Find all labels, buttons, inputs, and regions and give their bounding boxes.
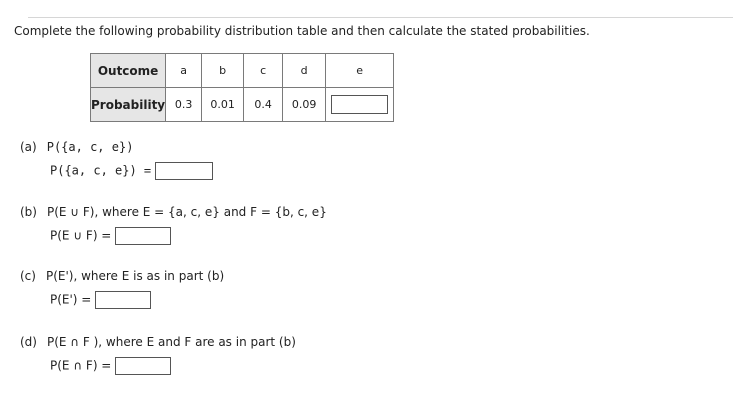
outcome-header: Outcome (91, 54, 166, 88)
part-a-question-text: P({a, c, e}) (46, 140, 134, 154)
outcome-b: b (202, 54, 244, 88)
probability-c: 0.4 (244, 88, 283, 122)
part-c-letter: (c) (20, 269, 36, 283)
outcome-d: d (283, 54, 326, 88)
part-c-question-text: P(E'), where E is as in part (b) (45, 269, 225, 283)
part-d-answer-input[interactable] (115, 357, 171, 375)
probability-e-cell (326, 88, 394, 122)
instructions-text: Complete the following probability distribution table and then calculate the stated probabilities. (14, 24, 590, 38)
part-d-answer-row (50, 357, 171, 375)
part-d-question (20, 335, 296, 349)
probability-b: 0.01 (202, 88, 244, 122)
probability-e-input[interactable] (331, 95, 388, 114)
part-c-question (20, 269, 224, 283)
outcome-row (91, 54, 394, 88)
probability-row (91, 88, 394, 122)
outcome-a: a (166, 54, 202, 88)
part-b-question (20, 205, 327, 219)
part-c-answer-input[interactable] (95, 291, 151, 309)
probability-d: 0.09 (283, 88, 326, 122)
part-d-question-text: P(E ∩ F ), where E and F are as in part (b) (46, 335, 296, 349)
part-c-answer-prompt: P(E') = (50, 292, 92, 307)
part-b-question-text: P(E ∪ F), where E = {a, c, e} and F = {b, c, e} (46, 205, 327, 219)
part-a-question (20, 140, 133, 154)
part-a-answer-input[interactable] (155, 162, 213, 180)
part-d-letter: (d) (20, 335, 37, 349)
probability-distribution-table (90, 53, 394, 122)
probability-header: Probability (91, 88, 166, 122)
part-b-answer-row (50, 227, 171, 245)
part-b-letter: (b) (20, 205, 37, 219)
top-divider (28, 17, 733, 18)
probability-a: 0.3 (166, 88, 202, 122)
part-a-answer-prompt: P({a, c, e}) = (50, 163, 152, 178)
part-b-answer-input[interactable] (115, 227, 171, 245)
outcome-e: e (326, 54, 394, 88)
part-a-letter: (a) (20, 140, 37, 154)
part-d-answer-prompt: P(E ∩ F) = (50, 358, 112, 373)
outcome-c: c (244, 54, 283, 88)
part-a-answer-row (50, 162, 213, 180)
part-b-answer-prompt: P(E ∪ F) = (50, 228, 112, 243)
part-c-answer-row (50, 291, 151, 309)
